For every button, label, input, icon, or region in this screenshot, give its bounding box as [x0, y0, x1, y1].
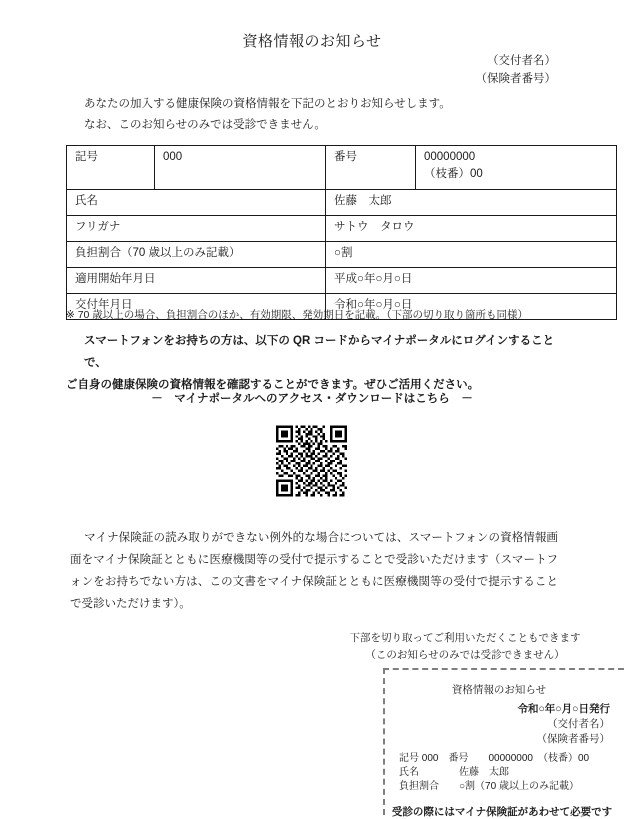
- body-paragraph-text: マイナ保険証の読み取りができない例外的な場合については、スマートフォンの資格情報画面をマイナ保険証とともに医療機関等の受付で提示することで受診いただけます（スマートフォンをお持ちでない方は、この文書をマイナ保険証とともに医療機関等の受付で提示することで受診いただけます）。: [70, 532, 558, 610]
- tear-off-detail-burden-ratio: 負担割合 ○割（70 歳以上のみ記載）: [399, 781, 579, 792]
- table-footnote: ※ 70 歳以上の場合、負担割合のほか、有効期限、発効期日を記載。（下部の切り取り箇所も同様）: [66, 309, 529, 321]
- cell-value-bango: [416, 146, 617, 190]
- cell-label-furigana: フリガナ: [67, 216, 326, 242]
- cell-label-start-date: 適用開始年月日: [67, 268, 326, 294]
- cell-value-furigana: サトウ タロウ: [326, 216, 617, 242]
- cell-label-bango: 番号: [326, 146, 416, 190]
- intro-line-2: なお、このお知らせのみでは受診できません。: [84, 119, 326, 131]
- tear-off-details: [399, 752, 589, 794]
- insurance-info-table: [66, 145, 617, 320]
- page-title: 資格情報のお知らせ: [242, 33, 382, 50]
- cell-label-issue-date: 交付年月日: [67, 294, 326, 320]
- tear-off-section: [383, 668, 624, 818]
- table-row: [67, 146, 617, 190]
- cell-label-name: 氏名: [67, 190, 326, 216]
- insurer-number: （保険者番号）: [475, 73, 556, 85]
- cell-value-issue-date: 令和○年○月○日: [326, 294, 617, 320]
- tear-off-footer-note: 受診の際にはマイナ保険証があわせて必要です: [391, 806, 613, 818]
- cell-value-start-date: 平成○年○月○日: [326, 268, 617, 294]
- tear-off-issue-date: 令和○年○月○日発行: [517, 703, 610, 715]
- table-row: [67, 268, 617, 294]
- tear-off-title: 資格情報のお知らせ: [451, 684, 547, 696]
- qr-lead-text: [66, 330, 566, 396]
- table-row: [67, 216, 617, 242]
- issuer-block: [476, 52, 557, 88]
- cell-label-kigo: 記号: [67, 146, 155, 190]
- issuer-name: （交付者名）: [487, 55, 556, 67]
- tear-off-detail-kigo-bango: 記号 000 番号 00000000 （枝番）00: [399, 753, 590, 764]
- table-row: [67, 242, 617, 268]
- cell-value-kigo: 000: [155, 146, 326, 190]
- tear-off-header: [330, 630, 600, 664]
- bango-number: 00000000: [424, 151, 476, 163]
- bango-branch: （枝番）00: [424, 168, 483, 180]
- table-row: [67, 190, 617, 216]
- body-paragraph: [70, 527, 558, 615]
- qr-code-svg: [276, 425, 347, 497]
- portal-access-line: － マイナポータルへのアクセス・ダウンロードはこちら －: [151, 393, 473, 405]
- cell-value-name: 佐藤 太郎: [326, 190, 617, 216]
- cell-value-burden-ratio: ○割: [326, 242, 617, 268]
- qr-code-icon[interactable]: [276, 425, 347, 497]
- intro-line-1: あなたの加入する健康保険の資格情報を下記のとおりお知らせします。: [84, 98, 451, 110]
- tear-off-insurer-number: （保険者番号）: [536, 733, 610, 745]
- intro-text: [84, 94, 554, 136]
- tear-off-header-line-2: （このお知らせのみでは受診できません）: [365, 649, 565, 661]
- qr-lead-line-1: スマートフォンをお持ちの方は、以下の QR コードからマイナポータルにログインすることで、: [84, 335, 555, 369]
- qr-lead-line-2: ご自身の健康保険の資格情報を確認することができます。ぜひご活用ください。: [66, 379, 480, 391]
- tear-off-detail-name: 氏名 佐藤 太郎: [399, 767, 509, 778]
- tear-off-header-line-1: 下部を切り取ってご利用いただくこともできます: [349, 632, 581, 644]
- cell-label-burden-ratio: 負担割合（70 歳以上のみ記載）: [67, 242, 326, 268]
- tear-off-issuer-name: （交付者名）: [547, 718, 610, 730]
- tear-off-issuer-block: [517, 702, 610, 747]
